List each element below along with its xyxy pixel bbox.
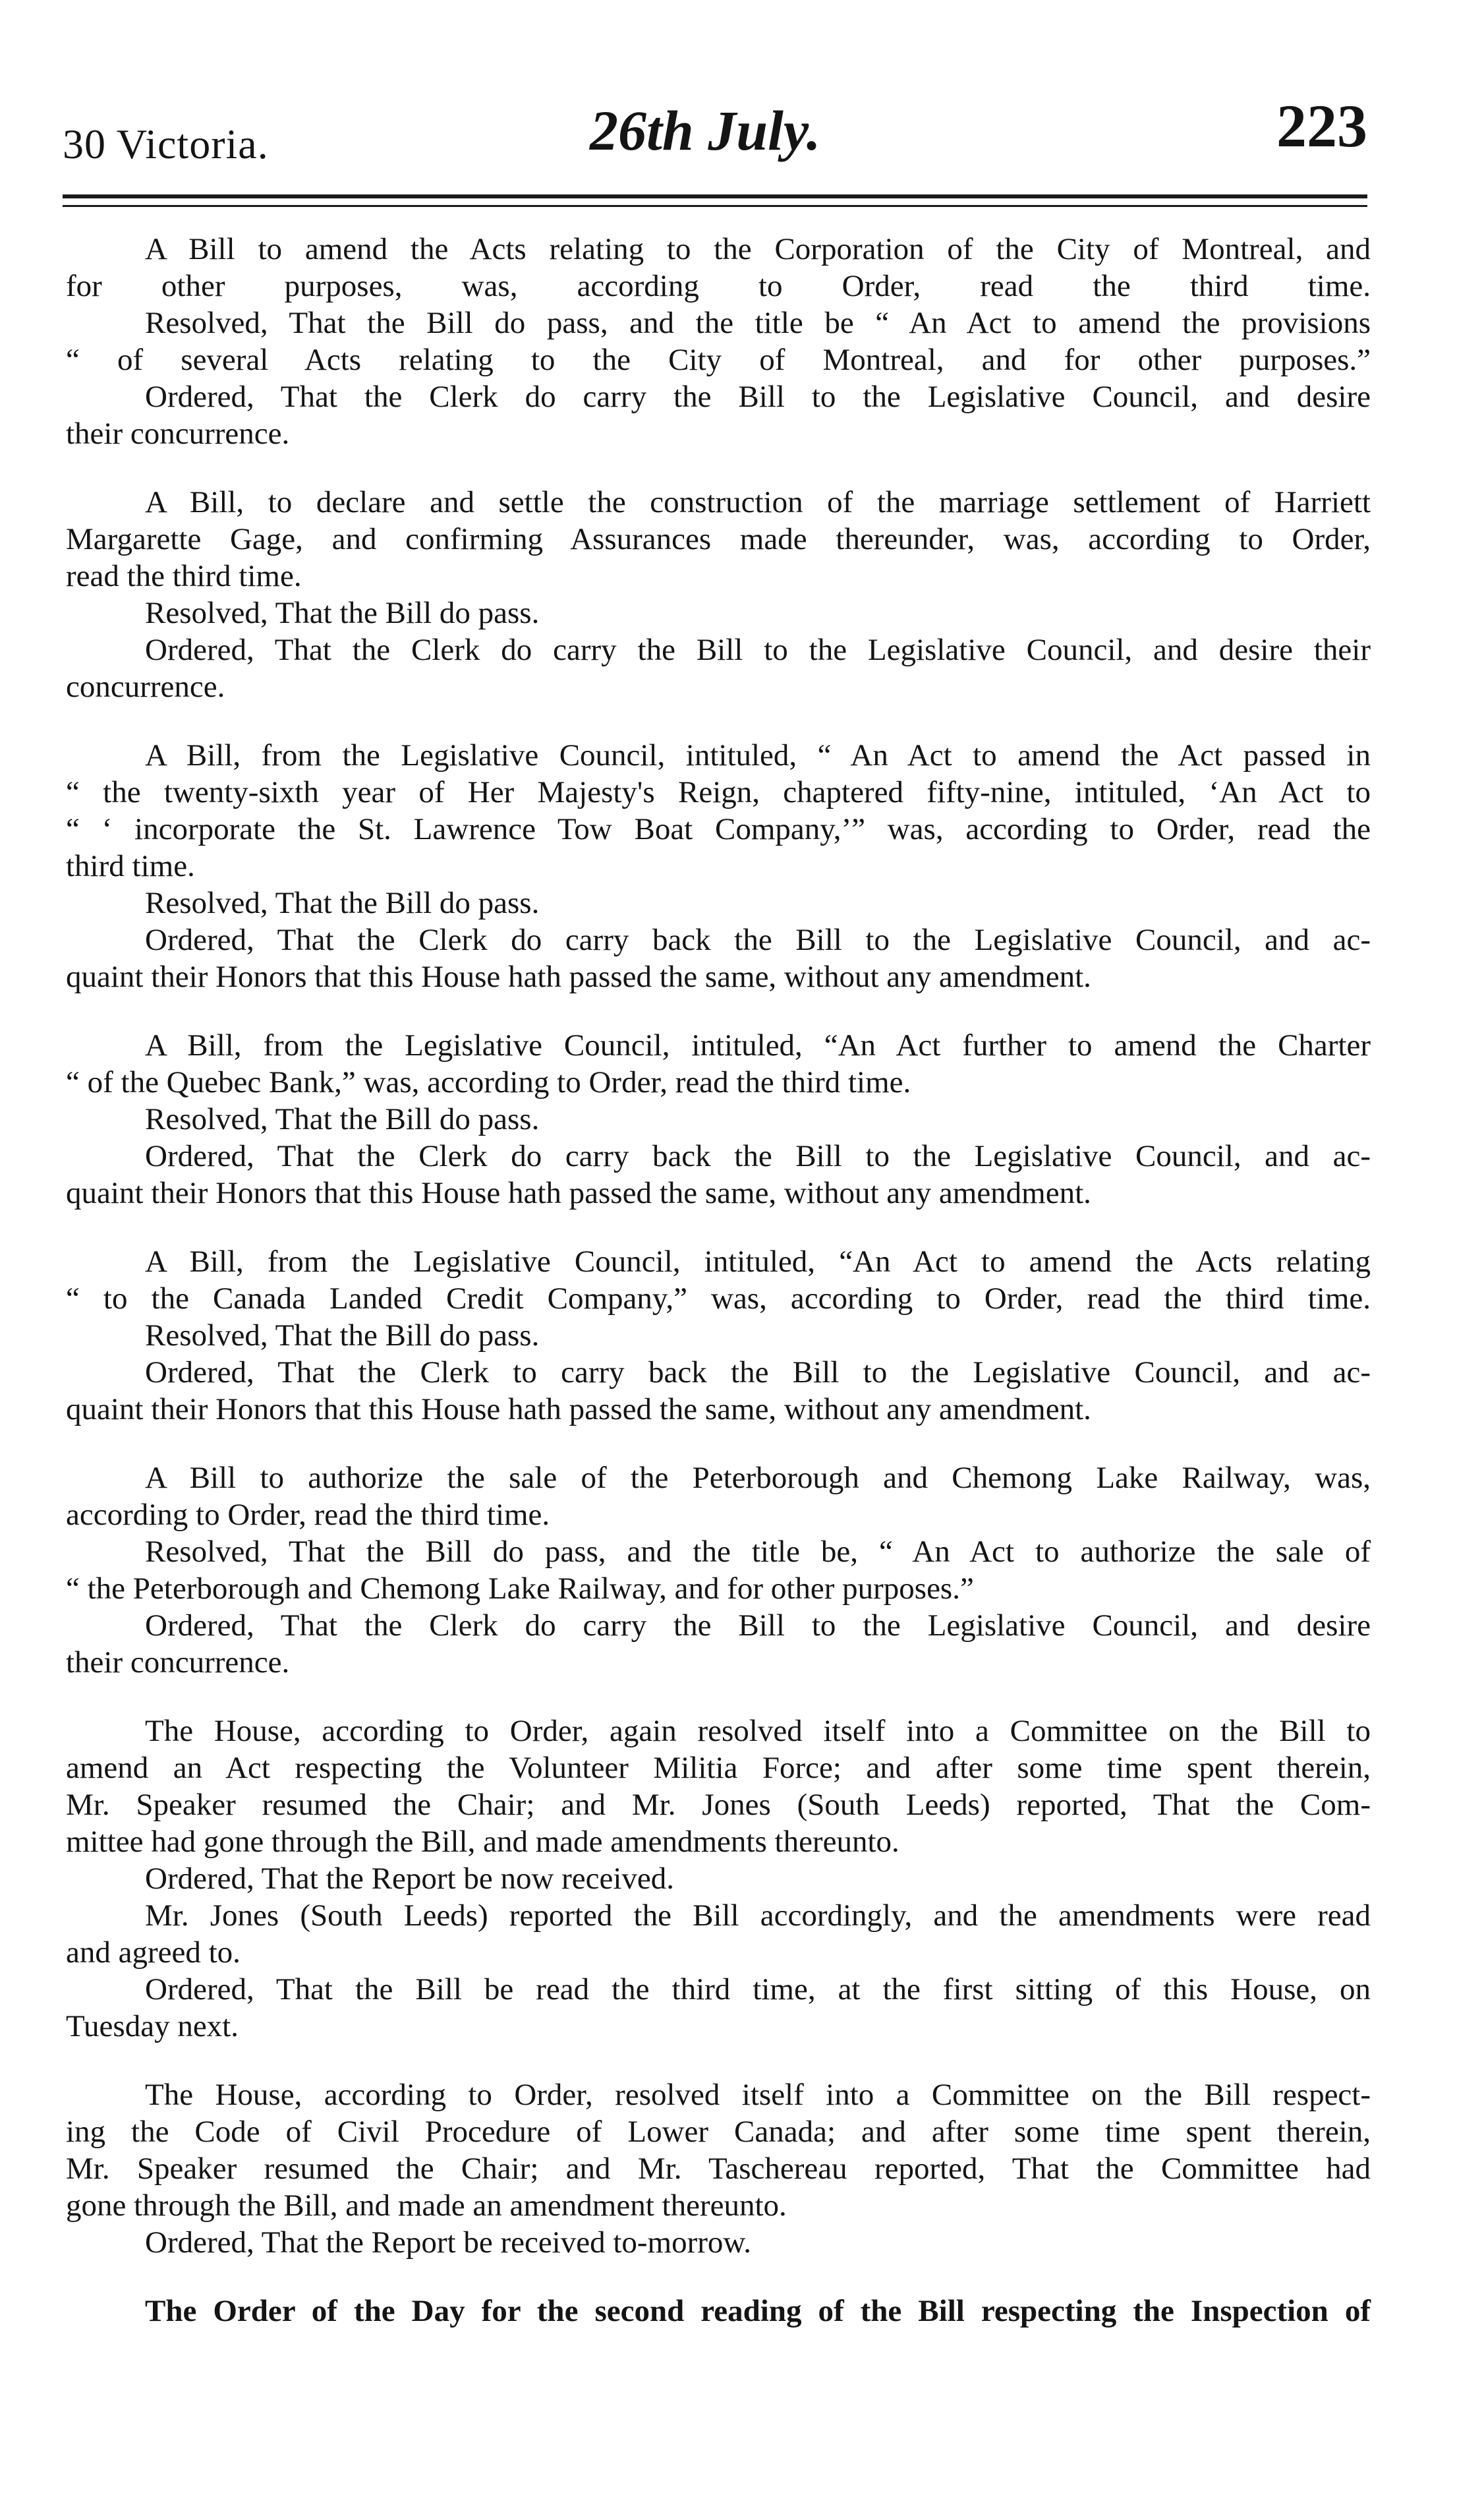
text-line: A Bill, to declare and settle the construction of the marriage settlement of Harriett [145, 485, 1371, 519]
header-rule-thick [63, 194, 1367, 198]
entry-civil-procedure-committee [66, 2076, 1371, 2261]
text-line: and agreed to. [66, 1935, 241, 1970]
text-line: their concurrence. [66, 417, 290, 451]
text-line: Margarette Gage, and confirming Assurances made thereunder, was, according to Order, [66, 522, 1371, 556]
text-line: gone through the Bill, and made an amendment thereunto. [66, 2188, 787, 2223]
text-line: Ordered, That the Clerk do carry back the Bill to the Legislative Council, and ac- [145, 923, 1371, 957]
text-line: “ the Peterborough and Chemong Lake Railway, and for other purposes.” [66, 1571, 974, 1606]
text-line: Ordered, That the Clerk do carry the Bill to the Legislative Council, and desire their [145, 633, 1371, 667]
regnal-year: 30 Victoria. [63, 121, 269, 167]
text-line: for other purposes, was, according to Order, read the third time. [66, 269, 1371, 303]
entry-militia-committee [66, 1713, 1371, 2045]
text-line: Resolved, That the Bill do pass. [145, 596, 540, 630]
text-line: their concurrence. [66, 1645, 290, 1680]
sitting-date: 26th July. [590, 99, 821, 162]
text-line: Resolved, That the Bill do pass, and the title be, “ An Act to authorize the sale of [145, 1535, 1371, 1569]
text-line: ing the Code of Civil Procedure of Lower Canada; and after some time spent therein, [66, 2115, 1371, 2149]
page-header [63, 79, 1367, 167]
text-line: Resolved, That the Bill do pass, and the title be “ An Act to amend the provisions [145, 306, 1371, 340]
text-line: according to Order, read the third time. [66, 1498, 550, 1532]
text-line: third time. [66, 849, 195, 883]
text-line: Resolved, That the Bill do pass. [145, 886, 540, 920]
text-line: read the third time. [66, 559, 302, 593]
text-line: A Bill to authorize the sale of the Peterborough and Chemong Lake Railway, was, [145, 1461, 1371, 1495]
text-line: Ordered, That the Clerk do carry the Bill to the Legislative Council, and desire [145, 1608, 1371, 1643]
entry-gage-bill [66, 484, 1371, 705]
text-line: The House, according to Order, again resolved itself into a Committee on the Bill to [145, 1714, 1371, 1748]
text-line: “ the twenty-sixth year of Her Majesty's Reign, chaptered fifty-nine, intituled, ‘An Act to [66, 775, 1371, 809]
text-line: Mr. Jones (South Leeds) reported the Bill accordingly, and the amendments were read [145, 1898, 1371, 1933]
text-line: Resolved, That the Bill do pass. [145, 1102, 540, 1136]
journal-body [66, 231, 1371, 2361]
text-line: Ordered, That the Report be received to-morrow. [145, 2225, 752, 2260]
entry-tow-boat-bill [66, 737, 1371, 995]
text-line: “ ‘ incorporate the St. Lawrence Tow Boat Company,’” was, according to Order, read the [66, 812, 1371, 846]
text-line: Ordered, That the Clerk to carry back the Bill to the Legislative Council, and ac- [145, 1355, 1371, 1390]
text-line: amend an Act respecting the Volunteer Militia Force; and after some time spent therein, [66, 1751, 1371, 1785]
text-line: A Bill, from the Legislative Council, intituled, “ An Act to amend the Act passed in [145, 738, 1371, 773]
text-line: quaint their Honors that this House hath passed the same, without any amendment. [66, 1176, 1091, 1210]
text-line: Resolved, That the Bill do pass. [145, 1318, 540, 1353]
text-line: Ordered, That the Bill be read the third time, at the first sitting of this House, on [145, 1972, 1371, 2007]
page-number: 223 [1276, 92, 1367, 160]
text-line: quaint their Honors that this House hath passed the same, without any amendment. [66, 960, 1091, 994]
text-line: mittee had gone through the Bill, and made amendments thereunto. [66, 1825, 899, 1859]
text-line: Ordered, That the Report be now received. [145, 1861, 675, 1896]
text-line: Tuesday next. [66, 2009, 239, 2043]
text-line: A Bill, from the Legislative Council, intituled, “An Act to amend the Acts relating [145, 1245, 1371, 1279]
text-line: “ to the Canada Landed Credit Company,” was, according to Order, read the third time. [66, 1281, 1371, 1316]
text-line: A Bill, from the Legislative Council, intituled, “An Act further to amend the Charter [145, 1028, 1371, 1063]
text-line: A Bill to amend the Acts relating to the Corporation of the City of Montreal, and [145, 232, 1371, 266]
text-line: Mr. Speaker resumed the Chair; and Mr. Taschereau reported, That the Committee had [66, 2152, 1371, 2186]
text-line: The House, according to Order, resolved itself into a Committee on the Bill respect- [145, 2078, 1371, 2112]
entry-order-of-the-day [66, 2293, 1371, 2330]
text-line: Ordered, That the Clerk do carry back the Bill to the Legislative Council, and ac- [145, 1139, 1371, 1173]
text-line: Ordered, That the Clerk do carry the Bill to the Legislative Council, and desire [145, 380, 1371, 414]
entry-landed-credit-bill [66, 1243, 1371, 1428]
entry-peterborough-railway-bill [66, 1459, 1371, 1681]
text-line: The Order of the Day for the second reading of the Bill respecting the Inspection of [145, 2294, 1371, 2328]
entry-montreal-bill [66, 231, 1371, 452]
header-rule-thin [63, 205, 1367, 207]
text-line: “ of the Quebec Bank,” was, according to Order, read the third time. [66, 1065, 911, 1099]
text-line: quaint their Honors that this House hath passed the same, without any amendment. [66, 1392, 1091, 1426]
text-line: Mr. Speaker resumed the Chair; and Mr. Jones (South Leeds) reported, That the Com- [66, 1788, 1371, 1822]
entry-quebec-bank-bill [66, 1027, 1371, 1212]
text-line: concurrence. [66, 670, 225, 704]
text-line: “ of several Acts relating to the City of Montreal, and for other purposes.” [66, 343, 1371, 377]
